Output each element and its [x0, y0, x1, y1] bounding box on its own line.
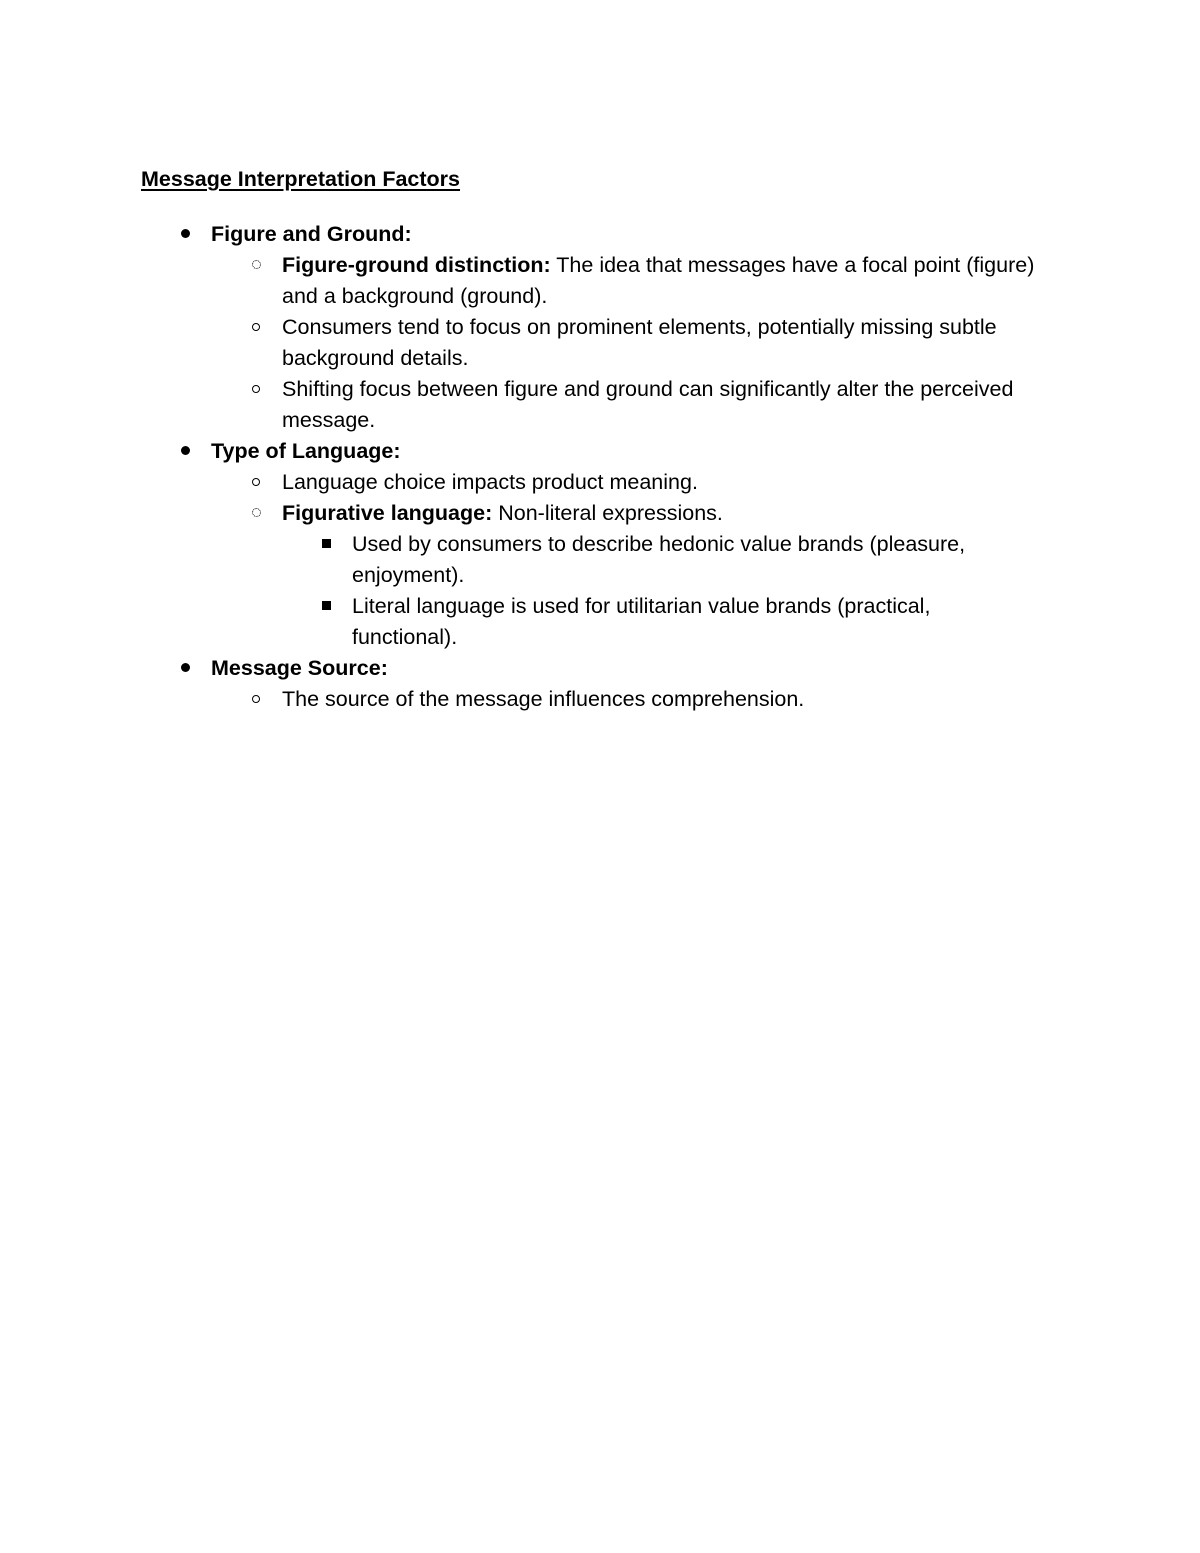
sublist	[141, 250, 1041, 436]
list-item	[141, 591, 1041, 653]
item-text: Literal language is used for utilitarian value brands (practical, functional).	[352, 594, 931, 649]
list-item	[141, 374, 1041, 436]
item-text: Language choice impacts product meaning.	[282, 470, 698, 494]
section-message-source	[141, 653, 1041, 715]
sublist	[141, 684, 1041, 715]
bullet-dot-icon	[175, 436, 195, 467]
document-page	[141, 164, 1041, 715]
item-text: The source of the message influences comprehension.	[282, 687, 805, 711]
bullet-dot-icon	[175, 653, 195, 684]
bullet-dot-icon	[175, 219, 195, 250]
list-item	[141, 529, 1041, 591]
item-text: The idea that messages have a focal point (figure) and a background (ground).	[282, 253, 1035, 308]
bullet-circle-icon	[246, 374, 266, 405]
bullet-square-icon	[316, 529, 336, 560]
bullet-circle-icon	[246, 312, 266, 343]
list-item	[141, 498, 1041, 653]
bullet-dashed-circle-icon	[246, 250, 266, 281]
bullet-square-icon	[316, 591, 336, 622]
section-type-of-language	[141, 436, 1041, 653]
main-list	[141, 219, 1041, 715]
bullet-circle-icon	[246, 684, 266, 715]
list-item	[141, 684, 1041, 715]
sublist	[141, 467, 1041, 653]
item-text: Non-literal expressions.	[492, 501, 723, 525]
bullet-dashed-circle-icon	[246, 498, 266, 529]
item-text: Shifting focus between figure and ground can significantly alter the perceived message.	[282, 377, 1014, 432]
item-text: Consumers tend to focus on prominent elements, potentially missing subtle background details.	[282, 315, 997, 370]
section-figure-ground	[141, 219, 1041, 436]
sub-sublist	[141, 529, 1041, 653]
section-heading: Type of Language:	[211, 439, 401, 463]
section-heading: Figure and Ground:	[211, 222, 412, 246]
bullet-circle-icon	[246, 467, 266, 498]
item-label: Figurative language:	[282, 501, 493, 525]
list-item	[141, 312, 1041, 374]
document-title: Message Interpretation Factors	[141, 167, 461, 191]
list-item	[141, 250, 1041, 312]
section-heading: Message Source:	[211, 656, 388, 680]
list-item	[141, 467, 1041, 498]
item-text: Used by consumers to describe hedonic value brands (pleasure, enjoyment).	[352, 532, 966, 587]
item-label: Figure-ground distinction:	[282, 253, 551, 277]
